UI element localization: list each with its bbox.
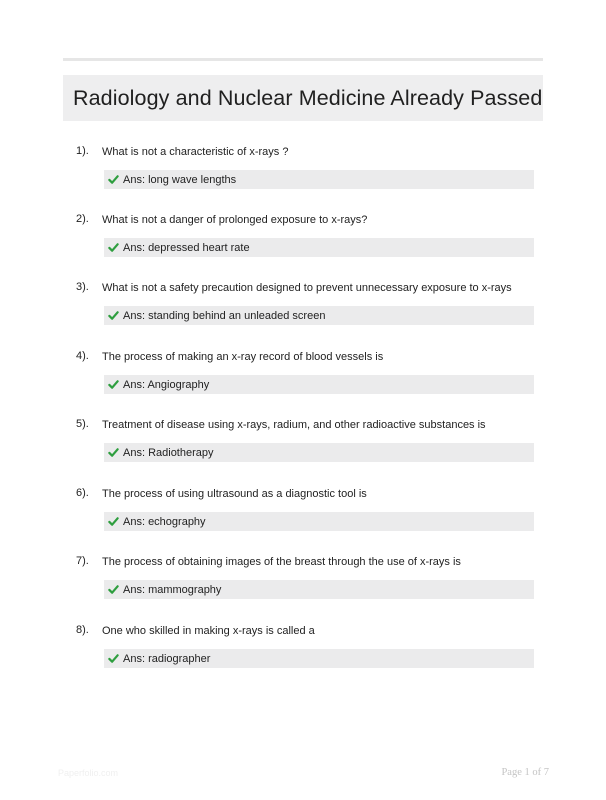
question-number: 1). <box>76 145 89 157</box>
question-text: Treatment of disease using x-rays, radium, and other radioactive substances is <box>102 419 486 431</box>
answer-box <box>104 580 534 599</box>
question-item <box>63 350 543 391</box>
question-item <box>63 487 543 528</box>
checkmark-icon <box>108 310 119 321</box>
question-row <box>63 487 543 507</box>
answer-text: Ans: Radiotherapy <box>123 446 214 459</box>
question-item <box>63 145 543 186</box>
answer-text: Ans: long wave lengths <box>123 173 237 186</box>
question-row <box>63 350 543 370</box>
answer-box <box>104 443 534 462</box>
title-banner <box>63 75 543 121</box>
checkmark-icon <box>108 379 119 390</box>
question-item <box>63 555 543 596</box>
answer-box <box>104 512 534 531</box>
question-text: What is not a characteristic of x-rays ? <box>102 146 289 158</box>
checkmark-icon <box>108 174 119 185</box>
question-item <box>63 418 543 459</box>
answer-text: Ans: Angiography <box>123 378 210 391</box>
question-number: 5). <box>76 418 89 430</box>
question-number: 2). <box>76 213 89 225</box>
question-number: 6). <box>76 487 89 499</box>
question-item <box>63 624 543 665</box>
question-text: The process of using ultrasound as a diagnostic tool is <box>102 488 367 500</box>
checkmark-icon <box>108 653 119 664</box>
question-number: 8). <box>76 624 89 636</box>
question-text: What is not a danger of prolonged exposure to x-rays? <box>102 214 368 226</box>
top-divider <box>63 58 543 61</box>
question-text: The process of obtaining images of the breast through the use of x-rays is <box>102 556 461 568</box>
checkmark-icon <box>108 447 119 458</box>
question-text: One who skilled in making x-rays is called a <box>102 625 315 637</box>
question-row <box>63 624 543 644</box>
question-row <box>63 418 543 438</box>
answer-text: Ans: mammography <box>123 583 222 596</box>
answer-box <box>104 375 534 394</box>
question-row <box>63 281 543 301</box>
question-row <box>63 555 543 575</box>
question-text: What is not a safety precaution designed to prevent unnecessary exposure to x-rays <box>102 282 512 294</box>
question-number: 3). <box>76 281 89 293</box>
footer-watermark: Paperfolio.com <box>58 768 119 778</box>
answer-box <box>104 649 534 668</box>
question-row <box>63 145 543 165</box>
question-item <box>63 281 543 322</box>
page-number: Page 1 of 7 <box>501 767 549 778</box>
page-title: Radiology and Nuclear Medicine Already Passed <box>73 85 543 110</box>
question-number: 7). <box>76 555 89 567</box>
answer-text: Ans: echography <box>123 515 206 528</box>
answer-text: Ans: depressed heart rate <box>123 241 250 254</box>
checkmark-icon <box>108 516 119 527</box>
question-text: The process of making an x-ray record of blood vessels is <box>102 351 384 363</box>
checkmark-icon <box>108 584 119 595</box>
answer-box <box>104 238 534 257</box>
question-number: 4). <box>76 350 89 362</box>
answer-box <box>104 306 534 325</box>
answer-box <box>104 170 534 189</box>
answer-text: Ans: radiographer <box>123 652 211 665</box>
question-item <box>63 213 543 254</box>
question-row <box>63 213 543 233</box>
checkmark-icon <box>108 242 119 253</box>
answer-text: Ans: standing behind an unleaded screen <box>123 309 326 322</box>
